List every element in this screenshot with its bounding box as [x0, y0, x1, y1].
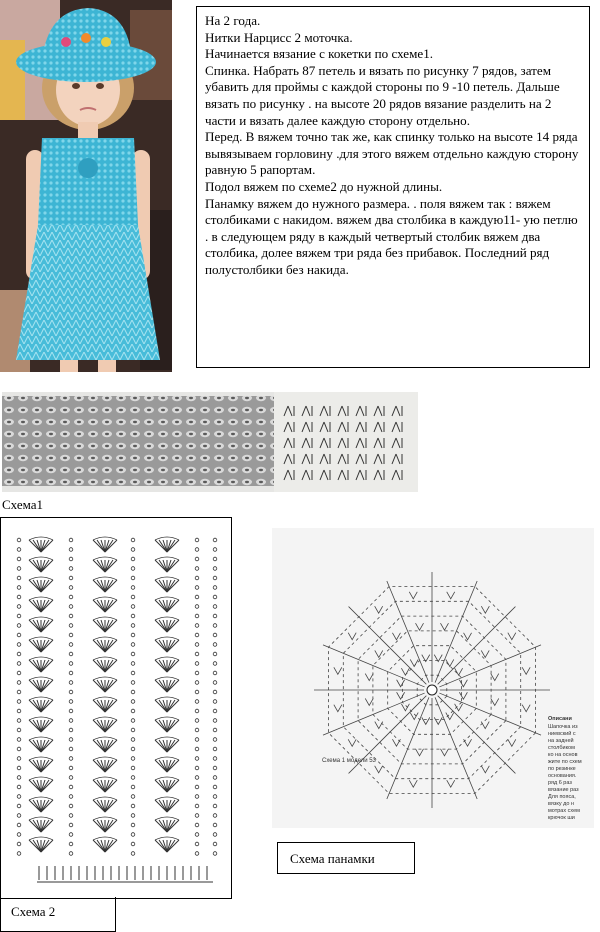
svg-text:мотрах схем: мотрах схем: [548, 808, 580, 814]
svg-text:вязание раз: вязание раз: [548, 787, 579, 793]
schema2-chart: [0, 517, 232, 899]
instruction-line: Перед. В вяжем точно так же, как спинку только на высоте 14 ряда вывязываем горловину .для этого вяжем отдельно каждую сторону равную 5 рапортам.: [205, 129, 579, 178]
svg-text:Шапочка из: Шапочка из: [548, 724, 578, 730]
svg-text:ко на основ: ко на основ: [548, 752, 578, 758]
svg-text:вязку до н: вязку до н: [548, 801, 574, 807]
svg-text:Для пояса,: Для пояса,: [548, 794, 576, 800]
schema2-chart-illustration: [1, 518, 231, 898]
svg-text:основания.: основания.: [548, 773, 577, 779]
hat-schema-caption: Схема 1 модели 53: [322, 758, 376, 764]
svg-text:ряд 6 раз: ряд 6 раз: [548, 780, 572, 786]
instruction-line: Подол вяжем по схеме2 до нужной длины.: [205, 178, 443, 194]
svg-text:жите по схем: жите по схем: [548, 759, 582, 765]
schema1-label: Схема1: [2, 497, 44, 512]
schema2-label: Схема 2: [0, 897, 116, 932]
svg-text:столбиком: столбиком: [548, 745, 575, 751]
instruction-line: Начинается вязание с кокетки по схеме1.: [205, 46, 434, 62]
svg-text:ниевский с: ниевский с: [548, 731, 576, 737]
instruction-line: На 2 года.: [205, 13, 261, 28]
stitch-swatch-illustration: [2, 392, 418, 492]
child-photo: [0, 0, 172, 372]
child-photo-illustration: [0, 0, 172, 372]
svg-text:крючок ши: крючок ши: [548, 815, 575, 821]
instruction-line: Спинка. Набрать 87 петель и вязать по рисунку 7 рядов, затем убавить для проймы с каждой стороны по 9 -10 петель. Дальше вязать по рисунку . на высоте 20 рядов вязание разделить на 2 части и вязать далее каждую сторону отдельно.: [205, 62, 560, 128]
instruction-line: Нитки Нарцисс 2 моточка.: [205, 29, 353, 45]
hat-schema-label: Схема панамки: [277, 842, 415, 874]
svg-text:на задней: на задней: [548, 738, 574, 744]
svg-text:Описани: Описани: [548, 716, 572, 722]
instructions-box: [196, 6, 590, 368]
instruction-line: Панамку вяжем до нужного размера. . поля вяжем так : вяжем столбиками с накидом. вяжем два столбика в каждую11- ую петлю . в следующем ряду в каждый четвертый столбик вяжем два столбика, долее вяжем три ряда без прибавок. Последний ряд полустолбики без накида.: [205, 195, 578, 277]
svg-text:по резинке: по резинке: [548, 766, 576, 772]
stitch-swatch-strip: [2, 392, 418, 492]
hat-chart: [272, 528, 594, 828]
hat-chart-illustration: [272, 528, 594, 828]
